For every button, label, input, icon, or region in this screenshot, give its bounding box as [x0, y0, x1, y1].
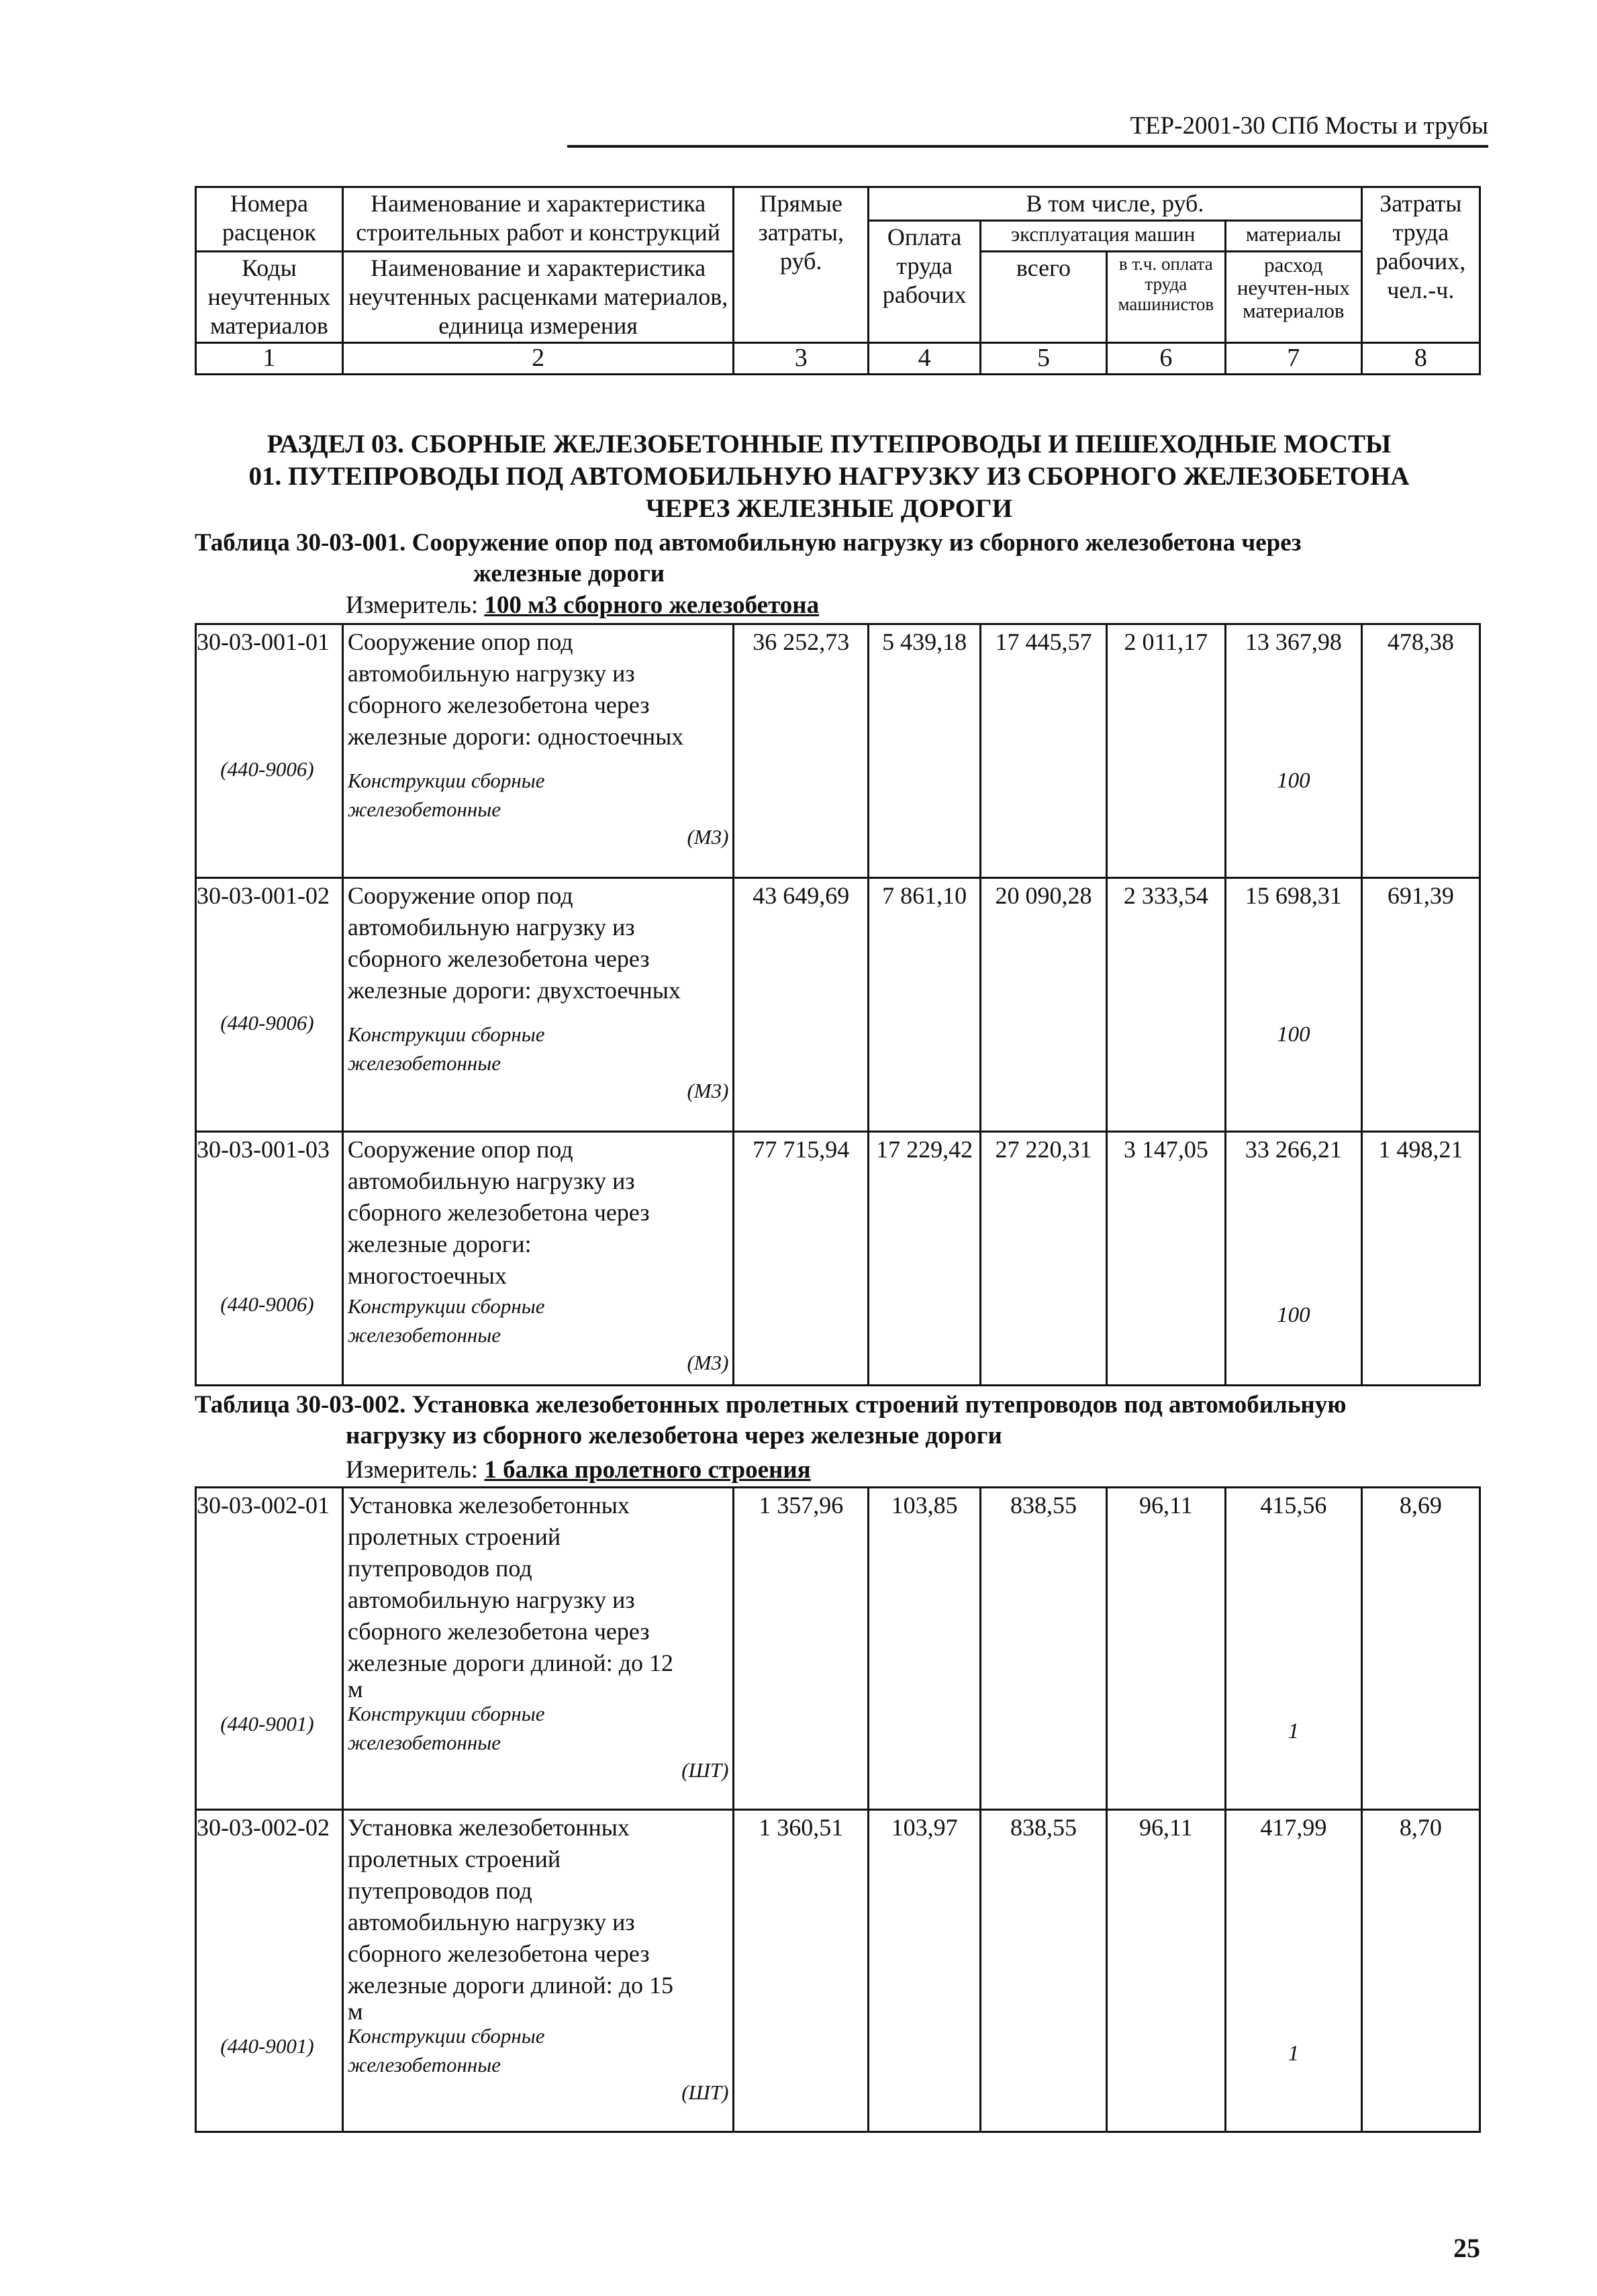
- header-wages: Оплата труда рабочих: [869, 221, 981, 343]
- material-unit: (М3): [687, 1351, 729, 1374]
- rate-name-line: автомобильную нагрузку из: [347, 1167, 635, 1194]
- rate-code: 30-03-002-01: [197, 1492, 330, 1519]
- header-operator-wages: в т.ч. оплата труда машинистов: [1106, 252, 1225, 343]
- direct-costs: 36 252,73: [734, 624, 869, 878]
- table2-measure-label: Измеритель:: [346, 1456, 479, 1484]
- rate-name-line: железные дороги:: [347, 1231, 532, 1257]
- direct-costs: 43 649,69: [734, 878, 869, 1132]
- table1-measure: [346, 591, 819, 620]
- subsection-title: 01. ПУТЕПРОВОДЫ ПОД АВТОМОБИЛЬНУЮ НАГРУЗКУ ИЗ СБОРНОГО ЖЕЛЕЗОБЕТОНА: [248, 462, 1410, 491]
- material-quantity: 1: [1288, 1719, 1300, 1743]
- rate-name-line: м: [347, 1676, 363, 1703]
- rate-name-line: сборного железобетона через: [347, 1199, 650, 1226]
- table-row: [196, 1488, 1480, 1810]
- material-code: (440-9001): [220, 2034, 314, 2058]
- rate-name-line: сборного железобетона через: [347, 945, 650, 972]
- header-machines: эксплуатация машин: [981, 221, 1226, 252]
- header-work-name: Наименование и характеристика строительных работ и конструкций: [342, 187, 734, 252]
- table-row: [196, 1810, 1480, 2132]
- rate-code: 30-03-001-01: [197, 628, 330, 655]
- rate-code-cell: [196, 624, 343, 878]
- rate-name-line: Установка железобетонных: [347, 1492, 630, 1519]
- table2-data: [195, 1486, 1481, 2133]
- material-name-line: железобетонные: [347, 1731, 501, 1754]
- rate-name-cell: [342, 1488, 734, 1810]
- material-quantity: 100: [1277, 1303, 1310, 1327]
- material-unit: (ШТ): [681, 2080, 729, 2104]
- material-code: (440-9006): [220, 757, 314, 781]
- table-row: [196, 624, 1480, 878]
- table1-caption-text: Таблица 30-03-001. Сооружение опор под автомобильную нагрузку из сборного железобетона через: [195, 529, 1302, 557]
- header-materials: материалы: [1225, 221, 1361, 252]
- rate-name-line: пролетных строений: [347, 1523, 561, 1550]
- table2-caption-cont: нагрузку из сборного железобетона через железные дороги: [346, 1422, 1002, 1449]
- rate-name-line: путепроводов под: [347, 1555, 532, 1582]
- table2-measure: [346, 1455, 811, 1485]
- rate-name-line: Установка железобетонных: [347, 1814, 630, 1841]
- rate-code-cell: [196, 1488, 343, 1810]
- labor-hours: 691,39: [1361, 878, 1480, 1132]
- wages: 7 861,10: [869, 878, 981, 1132]
- materials-cost: 13 367,98: [1245, 628, 1342, 655]
- machines-total: 20 090,28: [981, 878, 1106, 1132]
- header-labor-hours: Затраты труда рабочих, чел.-ч.: [1361, 187, 1480, 343]
- rate-name-line: Сооружение опор под: [347, 1136, 573, 1163]
- material-name-line: Конструкции сборные: [347, 769, 545, 792]
- col-num-6: 6: [1106, 343, 1225, 375]
- rate-name-line: автомобильную нагрузку из: [347, 660, 635, 687]
- material-name-line: железобетонные: [347, 1051, 501, 1075]
- rate-code-cell: [196, 1810, 343, 2132]
- rate-code-cell: [196, 1132, 343, 1386]
- col-num-3: 3: [734, 343, 869, 375]
- header-material-consumption: расход неучтен-ных материалов: [1225, 252, 1361, 343]
- labor-hours: 8,70: [1361, 1810, 1480, 2132]
- material-name-line: Конструкции сборные: [347, 1294, 545, 1318]
- rate-name-line: сборного железобетона через: [347, 1618, 650, 1645]
- materials-cell: [1226, 878, 1362, 1132]
- direct-costs: 1 360,51: [734, 1810, 869, 2132]
- material-name-line: Конструкции сборные: [347, 1702, 545, 1725]
- rate-name-line: м: [347, 1998, 363, 2025]
- header-material-names: Наименование и характеристика неучтенных расценками материалов, единица измерения: [342, 252, 734, 343]
- table-row: [196, 1132, 1480, 1386]
- wages: 103,85: [869, 1488, 981, 1810]
- header-machines-total: всего: [981, 252, 1106, 343]
- header-rate-numbers: Номера расценок: [196, 187, 343, 252]
- direct-costs: 77 715,94: [734, 1132, 869, 1386]
- machines-total: 27 220,31: [981, 1132, 1106, 1386]
- rate-name-line: сборного железобетона через: [347, 1940, 650, 1967]
- table2-caption-text: Таблица 30-03-002. Установка железобетонных пролетных строений путепроводов под автомобильную: [195, 1391, 1347, 1419]
- materials-cell: [1226, 624, 1362, 878]
- rate-name-cell: [342, 1132, 734, 1386]
- table1-measure-value: 100 м3 сборного железобетона: [484, 591, 820, 619]
- table1-measure-label: Измеритель:: [346, 591, 479, 619]
- materials-cell: [1226, 1132, 1362, 1386]
- table1-data: [195, 623, 1481, 1386]
- material-quantity: 100: [1277, 1022, 1310, 1047]
- machines-total: 838,55: [981, 1488, 1106, 1810]
- col-num-8: 8: [1361, 343, 1480, 375]
- labor-hours: 478,38: [1361, 624, 1480, 878]
- materials-cost: 15 698,31: [1245, 882, 1342, 909]
- machines-total: 17 445,57: [981, 624, 1106, 878]
- table1-caption: [195, 528, 1497, 589]
- column-header-table: [195, 186, 1481, 375]
- labor-hours: 1 498,21: [1361, 1132, 1480, 1386]
- labor-hours: 8,69: [1361, 1488, 1480, 1810]
- rate-name-line: железные дороги: одностоечных: [347, 723, 684, 750]
- header-material-codes: Коды неучтенных материалов: [196, 252, 343, 343]
- material-code: (440-9006): [220, 1292, 314, 1316]
- rate-name-line: автомобильную нагрузку из: [347, 914, 635, 941]
- col-num-7: 7: [1225, 343, 1361, 375]
- materials-cell: [1226, 1488, 1362, 1810]
- operator-wages: 96,11: [1106, 1810, 1225, 2132]
- material-name-line: железобетонные: [347, 1323, 501, 1347]
- direct-costs: 1 357,96: [734, 1488, 869, 1810]
- material-code: (440-9001): [220, 1712, 314, 1735]
- rate-name-line: автомобильную нагрузку из: [347, 1586, 635, 1613]
- operator-wages: 2 011,17: [1106, 624, 1225, 878]
- section-title: РАЗДЕЛ 03. СБОРНЫЕ ЖЕЛЕЗОБЕТОННЫЕ ПУТЕПРОВОДЫ И ПЕШЕХОДНЫЕ МОСТЫ: [267, 430, 1392, 459]
- col-num-1: 1: [196, 343, 343, 375]
- material-name-line: железобетонные: [347, 798, 501, 821]
- table1-caption-cont: железные дороги: [473, 560, 665, 587]
- operator-wages: 3 147,05: [1106, 1132, 1225, 1386]
- rate-code: 30-03-001-03: [197, 1136, 330, 1163]
- rate-name-line: путепроводов под: [347, 1877, 532, 1904]
- col-num-4: 4: [869, 343, 981, 375]
- header-direct-costs: Прямые затраты, руб.: [734, 187, 869, 343]
- rate-name-line: железные дороги: двухстоечных: [347, 977, 681, 1004]
- material-quantity: 100: [1277, 769, 1310, 793]
- material-quantity: 1: [1288, 2042, 1300, 2066]
- rate-code-cell: [196, 878, 343, 1132]
- material-unit: (М3): [687, 1079, 729, 1102]
- rate-name-line: Сооружение опор под: [347, 628, 573, 655]
- materials-cost: 417,99: [1260, 1814, 1327, 1841]
- materials-cost: 33 266,21: [1245, 1136, 1342, 1163]
- col-num-5: 5: [981, 343, 1106, 375]
- table2-measure-value: 1 балка пролетного строения: [484, 1456, 811, 1484]
- rate-name-cell: [342, 624, 734, 878]
- wages: 5 439,18: [869, 624, 981, 878]
- table2-caption: [195, 1390, 1497, 1451]
- subsection-title-cont: ЧЕРЕЗ ЖЕЛЕЗНЫЕ ДОРОГИ: [645, 494, 1013, 523]
- table-row: [196, 878, 1480, 1132]
- rate-name-line: автомобильную нагрузку из: [347, 1909, 635, 1935]
- rate-code: 30-03-001-02: [197, 882, 330, 909]
- rate-name-cell: [342, 1810, 734, 2132]
- material-unit: (М3): [687, 825, 729, 849]
- operator-wages: 2 333,54: [1106, 878, 1225, 1132]
- rate-name-line: сборного железобетона через: [347, 691, 650, 718]
- operator-wages: 96,11: [1106, 1488, 1225, 1810]
- materials-cost: 415,56: [1260, 1492, 1327, 1519]
- wages: 17 229,42: [869, 1132, 981, 1386]
- rate-name-line: железные дороги длиной: до 12: [347, 1649, 674, 1676]
- col-num-2: 2: [342, 343, 734, 375]
- rate-name-cell: [342, 878, 734, 1132]
- material-name-line: Конструкции сборные: [347, 2024, 545, 2048]
- header-including: В том числе, руб.: [869, 187, 1362, 221]
- machines-total: 838,55: [981, 1810, 1106, 2132]
- page-number: 25: [1453, 2233, 1480, 2263]
- material-name-line: железобетонные: [347, 2053, 501, 2076]
- rate-name-line: Сооружение опор под: [347, 882, 573, 909]
- rate-code: 30-03-002-02: [197, 1814, 330, 1841]
- wages: 103,97: [869, 1810, 981, 2132]
- rate-name-line: железные дороги длиной: до 15: [347, 1972, 674, 1999]
- rate-name-line: пролетных строений: [347, 1846, 561, 1872]
- running-header: ТЕР-2001-30 СПб Мосты и трубы: [567, 111, 1488, 148]
- rate-name-line: многостоечных: [347, 1262, 507, 1289]
- materials-cell: [1226, 1810, 1362, 2132]
- material-code: (440-9006): [220, 1011, 314, 1035]
- material-name-line: Конструкции сборные: [347, 1022, 545, 1046]
- material-unit: (ШТ): [681, 1758, 729, 1782]
